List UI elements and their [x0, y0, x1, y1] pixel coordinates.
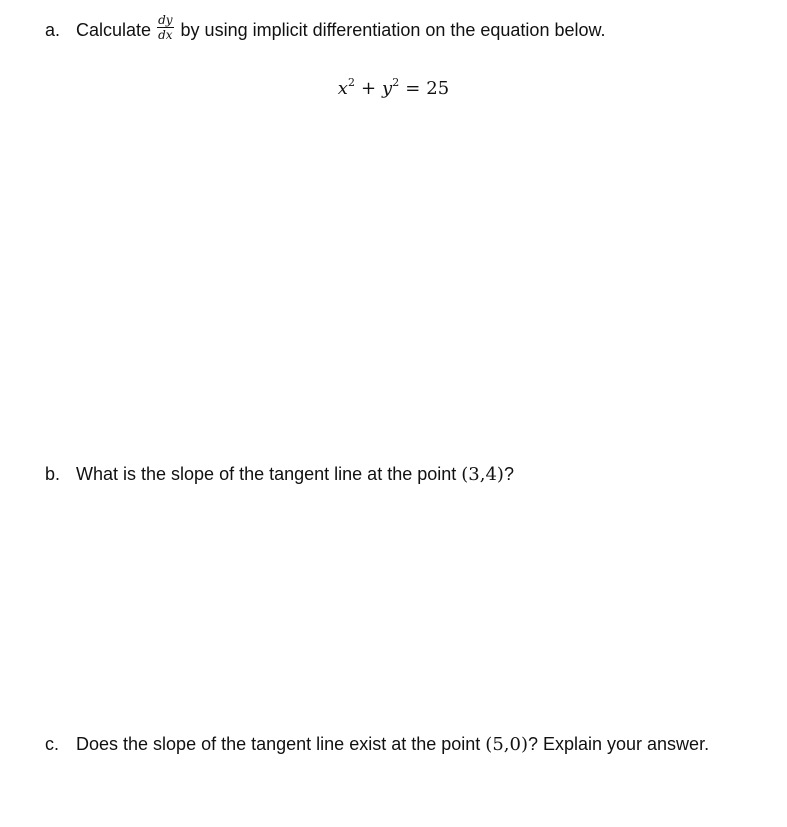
fraction-numerator: dy [158, 12, 173, 27]
question-a-label: a. [45, 20, 61, 40]
question-c-line [45, 732, 709, 757]
equation-plus: + [360, 78, 377, 99]
question-a-line [45, 12, 606, 42]
question-c-end: ? Explain your answer. [527, 734, 710, 754]
question-b-text: What is the slope of the tangent line at the point [76, 464, 457, 484]
question-a-text-before: Calculate [76, 20, 152, 40]
equation-var-y: y [382, 78, 393, 99]
question-a-text-after: by using implicit differentiation on the equation below. [180, 20, 606, 40]
question-b-end: ? [503, 464, 514, 484]
equation-exp-x: 2 [347, 76, 355, 89]
equation-exp-y: 2 [392, 76, 400, 89]
circle-equation [0, 72, 787, 101]
question-c-text: Does the slope of the tangent line exist at the point [76, 734, 481, 754]
equation-equals: = [405, 78, 421, 99]
question-b-point: (3,4) [461, 464, 504, 485]
fraction-denominator: dx [158, 27, 173, 42]
question-c-label: c. [45, 734, 60, 754]
equation-var-x: x [337, 78, 348, 99]
question-c-point: (5,0) [485, 734, 528, 755]
dy-dx-fraction [157, 14, 173, 41]
question-b-line [45, 462, 514, 487]
equation-value: 25 [426, 78, 450, 99]
question-b-label: b. [45, 464, 61, 484]
